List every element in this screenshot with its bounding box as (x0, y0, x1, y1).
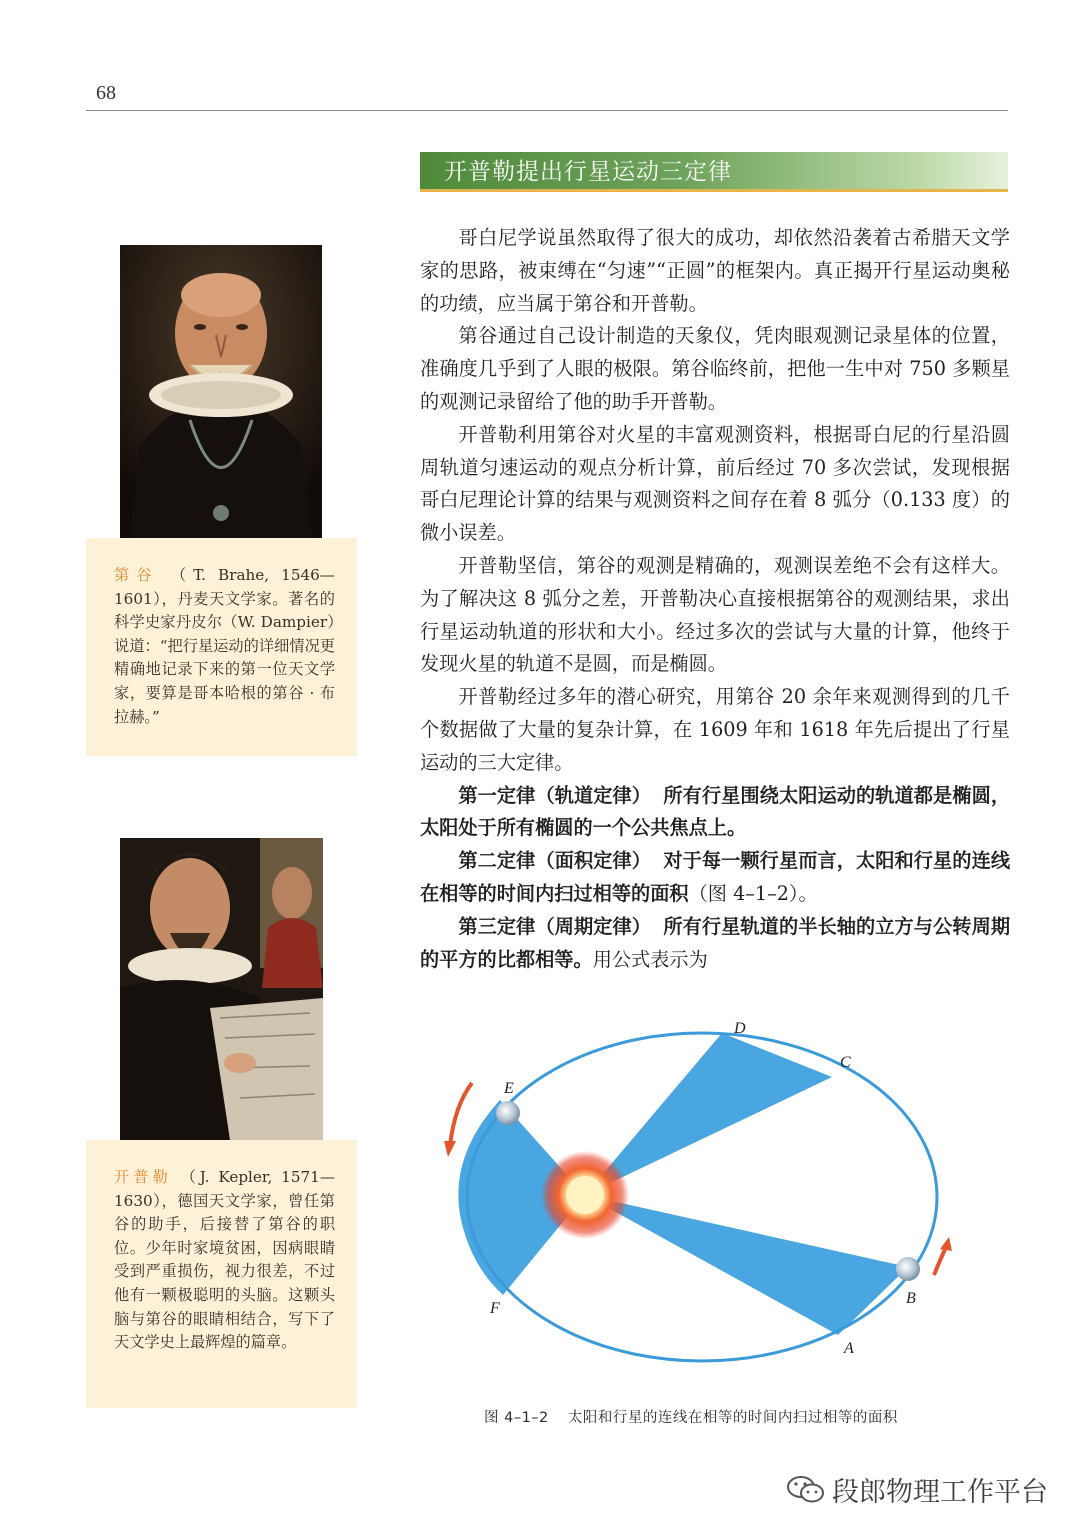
planet-b (896, 1257, 920, 1281)
law-second (420, 845, 1010, 911)
kepler-caption (86, 1140, 357, 1408)
label-f: F (490, 1300, 500, 1317)
paragraph: 开普勒坚信，第谷的观测是精确的，观测误差绝不会有这样大。为了解决这 8 弧分之差，开普勒决心直接根据第谷的观测结果，求出行星运动轨道的形状和大小。经过多次的尝试与大量的计算，他终于发现火星的轨道不是圆，而是椭圆。 (420, 553, 1010, 676)
law-third (420, 911, 1010, 977)
body-text (420, 222, 1010, 976)
law-text: 所有行星围绕太阳运动的轨道都是椭圆，太阳处于所有椭圆的一个公共焦点上。 (420, 783, 1011, 840)
label-a: A (844, 1340, 854, 1357)
law-text: 所有行星轨道的半长轴的立方与公转周期的平方的比都相等。 (420, 914, 1011, 971)
law-text: 对于每一颗行星而言，太阳和行星的连线在相等的时间内扫过相等的面积 (420, 849, 1011, 905)
paragraph: 第谷通过自己设计制造的天象仪，凭肉眼观测记录星体的位置，准确度几乎到了人眼的极限。第谷临终前，把他一生中对 750 多颗星的观测记录留给了他的助手开普勒。 (420, 324, 1010, 413)
orbit-diagram (430, 1005, 990, 1395)
kepler-portrait (120, 838, 323, 1140)
paragraph: 哥白尼学说虽然取得了很大的成功，却依然沿袭着古希腊天文学家的思路，被束缚在“匀速”“正圆”的框架内。真正揭开行星运动奥秘的功绩，应当属于第谷和开普勒。 (420, 226, 1010, 315)
figure-caption (484, 1406, 898, 1427)
law-label: 第二定律（面积定律） (458, 849, 652, 873)
kepler-name: 开普勒 (114, 1168, 172, 1186)
tycho-name: 第谷 (114, 566, 159, 584)
planet-e (496, 1101, 520, 1125)
arrow-right (934, 1247, 946, 1275)
page-number: 68 (96, 82, 116, 104)
watermark-text: 段郎物理工作平台 (832, 1477, 1048, 1508)
label-d: D (734, 1020, 746, 1037)
law-label: 第三定律（周期定律） (458, 914, 652, 938)
sector-ab (585, 1195, 908, 1335)
paragraph: 开普勒利用第谷对火星的丰富观测资料，根据哥白尼的行星沿圆周轨道匀速运动的观点分析计算，前后经过 70 多次尝试，发现根据哥白尼理论计算的结果与观测资料之间存在着 8 弧分（0.133 度）的微小误差。 (420, 422, 1010, 545)
arrow-left (450, 1083, 472, 1145)
tycho-caption-text: （T. Brahe, 1546—1601），丹麦天文学家。著名的科学史家丹皮尔（W. Dampier）说道：“把行星运动的详细情况更精确地记录下来的第一位天文学家，要算是哥本哈根的第谷 · 布拉赫。” (114, 566, 335, 726)
law-tail: 用公式表示为 (592, 947, 708, 971)
wechat-icon (786, 1474, 826, 1513)
header-rule (86, 110, 1008, 111)
section-title: 开普勒提出行星运动三定律 (420, 152, 1008, 192)
figure-caption-text: 太阳和行星的连线在相等的时间内扫过相等的面积 (567, 1410, 898, 1426)
kepler-caption-text: （J. Kepler, 1571—1630），德国天文学家，曾任第谷的助手，后接替了第谷的职位。少年时家境贫困，因病眼睛受到严重损伤，视力很差，不过他有一颗极聪明的头脑。这颗头脑与第谷的眼睛相结合，写下了天文学史上最辉煌的篇章。 (114, 1168, 336, 1352)
label-c: C (840, 1054, 851, 1071)
law-label: 第一定律（轨道定律） (458, 783, 652, 807)
law-first (420, 780, 1010, 846)
paragraph: 开普勒经过多年的潜心研究，用第谷 20 余年来观测得到的几千个数据做了大量的复杂计算，在 1609 年和 1618 年先后提出了行星运动的三大定律。 (420, 685, 1010, 774)
watermark (786, 1470, 1048, 1513)
tycho-portrait (120, 245, 322, 538)
label-b: B (906, 1290, 916, 1307)
sector-cd (585, 1033, 832, 1195)
law-tail: （图 4–1–2）。 (688, 881, 818, 905)
tycho-caption (86, 538, 357, 756)
figure-number: 图 4–1–2 (484, 1410, 549, 1426)
label-e: E (504, 1080, 514, 1097)
